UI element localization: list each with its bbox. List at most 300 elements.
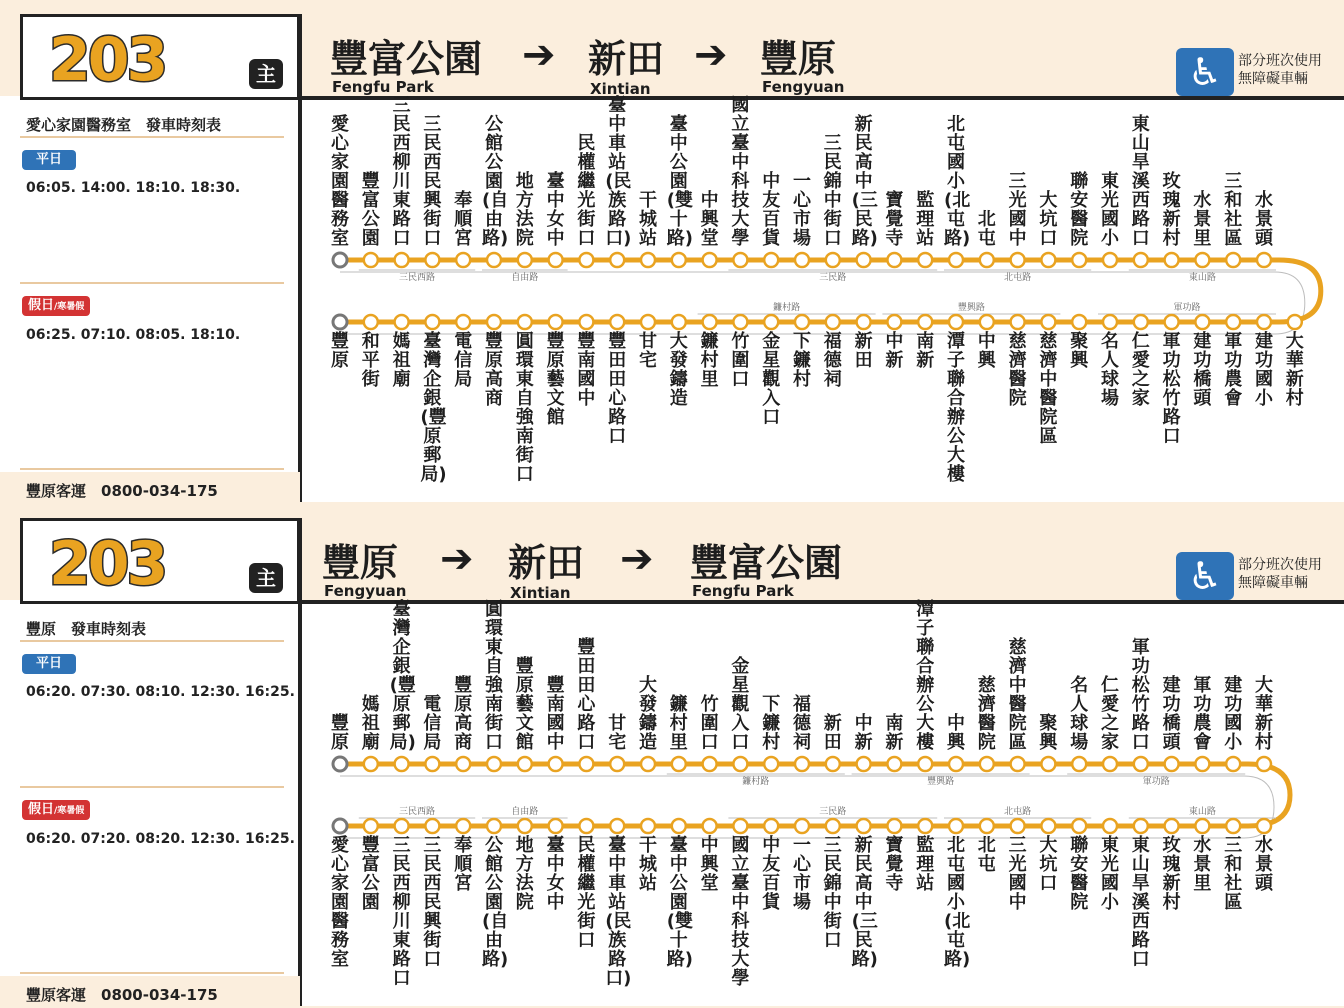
stop-marker — [1257, 315, 1271, 329]
stop-name: 監理站 — [916, 835, 935, 894]
stop-marker — [487, 819, 501, 833]
route-type-badge: 主 — [249, 563, 283, 593]
stop-marker — [518, 253, 532, 267]
stop-marker — [641, 757, 655, 771]
stop-name: 新民高中(三民路) — [851, 114, 878, 249]
stop-name: 臺中車站(民族路口) — [605, 95, 632, 249]
destination-1-zh: 新田 — [508, 541, 585, 585]
road-label: 三民路 — [819, 273, 847, 283]
road-label: 東山路 — [1188, 273, 1216, 283]
stop-name: 北屯國小(北屯路) — [944, 835, 971, 970]
route-arrow-icon: ➔ — [522, 32, 556, 78]
stop-marker — [764, 757, 778, 771]
stop-name: 監理站 — [916, 190, 935, 249]
route-number: 203 — [49, 25, 166, 95]
stop-marker — [980, 757, 994, 771]
stop-name: 金星觀入口 — [731, 656, 750, 753]
stop-marker — [610, 819, 624, 833]
stop-marker — [1103, 819, 1117, 833]
stop-name: 水景頭 — [1255, 835, 1273, 894]
road-label: 三民路 — [819, 807, 847, 817]
stop-marker — [980, 253, 994, 267]
stop-name: 豐原藝文館 — [546, 331, 565, 428]
stop-marker — [1165, 315, 1179, 329]
stop-name: 大坑口 — [1039, 190, 1058, 249]
stop-marker — [795, 819, 809, 833]
stop-name: 軍功松竹路口 — [1162, 331, 1181, 447]
stop-marker — [1195, 315, 1209, 329]
stop-marker — [857, 315, 871, 329]
stop-name: 豐南國中 — [546, 675, 565, 753]
stop-marker — [1165, 819, 1179, 833]
destination-0-zh: 豐原 — [322, 541, 399, 585]
stop-marker — [1103, 757, 1117, 771]
stop-name: 干城站 — [639, 190, 657, 249]
stop-marker — [425, 253, 439, 267]
stop-marker — [1226, 757, 1240, 771]
destination-2-en: Fengyuan — [762, 78, 845, 96]
wheelchair-icon: ♿ — [1176, 552, 1234, 600]
road-label: 鐮村路 — [773, 303, 801, 313]
stop-name: 東山旱溪西路口 — [1131, 114, 1150, 249]
stop-marker — [703, 315, 717, 329]
stop-name: 中友百貨 — [762, 835, 781, 913]
holiday-sublabel: /寒暑假 — [54, 806, 85, 816]
stop-name: 豐田田心路口 — [577, 637, 596, 753]
stop-marker — [641, 253, 655, 267]
destination-2-zh: 豐富公園 — [690, 541, 843, 585]
stop-marker — [641, 315, 655, 329]
stop-marker — [364, 819, 378, 833]
stop-name: 豐原藝文館 — [515, 656, 534, 753]
stop-marker — [610, 253, 624, 267]
stop-name: 名人球場 — [1101, 331, 1119, 409]
sidebar-separator — [20, 136, 284, 138]
stop-marker — [333, 757, 347, 771]
stop-name: 軍功松竹路口 — [1131, 637, 1150, 753]
stop-name: 愛心家園醫務室 — [331, 114, 349, 249]
stop-marker — [949, 757, 963, 771]
stop-marker — [826, 757, 840, 771]
stop-name: 北屯 — [977, 835, 996, 875]
stop-name: 民權繼光街口 — [577, 133, 596, 249]
route-line — [340, 764, 1290, 826]
stop-marker — [549, 315, 563, 329]
wheelchair-icon: ♿ — [1176, 48, 1234, 96]
stop-name: 一心市場 — [793, 171, 811, 249]
stop-name: 豐原高商 — [485, 331, 503, 409]
road-label: 自由路 — [511, 273, 539, 283]
stop-name: 奉順宮 — [454, 190, 473, 249]
stop-name: 公館公園(自由路) — [482, 114, 509, 249]
stop-name: 中友百貨 — [762, 171, 781, 249]
stop-marker — [1257, 819, 1271, 833]
stop-name: 聚興 — [1070, 331, 1089, 371]
stop-name: 媽祖廟 — [361, 694, 380, 753]
stop-name: 鐮村里 — [700, 331, 719, 390]
stop-marker — [549, 253, 563, 267]
stop-name: 愛心家園醫務室 — [331, 835, 349, 970]
destination-2-zh: 豐原 — [760, 37, 837, 81]
stop-name: 玫瑰新村 — [1162, 171, 1181, 249]
stop-name: 福德祠 — [823, 331, 842, 390]
holiday-label: 假日 — [28, 298, 55, 313]
stop-name: 干城站 — [639, 835, 657, 894]
accessibility-line2: 無障礙車輛 — [1238, 71, 1308, 87]
stop-name: 電信局 — [423, 694, 442, 753]
stop-name: 聯安醫院 — [1070, 171, 1089, 249]
stop-name: 聯安醫院 — [1070, 835, 1089, 913]
stop-name: 三和社區 — [1224, 835, 1243, 913]
timetable-panel-outbound — [0, 10, 1344, 502]
stop-marker — [1257, 757, 1271, 771]
road-label: 北屯路 — [1004, 807, 1032, 817]
stop-name: 玫瑰新村 — [1162, 835, 1181, 913]
route-arrow-icon: ➔ — [440, 536, 474, 582]
stop-name: 仁愛之家 — [1131, 331, 1150, 409]
stop-name: 仁愛之家 — [1101, 675, 1119, 753]
stop-name: 三民西民興街口 — [423, 114, 442, 249]
stop-name: 福德祠 — [793, 694, 811, 753]
stop-name: 慈濟醫院 — [977, 675, 996, 753]
stop-name: 中興 — [947, 713, 965, 753]
stop-name: 慈濟醫院 — [1008, 331, 1027, 409]
stop-marker — [949, 253, 963, 267]
accessibility-line1: 部分班次使用 — [1238, 557, 1322, 573]
road-label: 北屯路 — [1004, 273, 1032, 283]
stop-marker — [1288, 315, 1302, 329]
stop-name: 下鐮村 — [793, 331, 811, 390]
stop-marker — [641, 819, 655, 833]
holiday-times: 06:20. 07:20. 08:20. 12:30. 16:25. — [26, 831, 295, 847]
stop-name: 奉順宮 — [454, 835, 473, 894]
holiday-badge — [22, 800, 90, 820]
schedule-title: 豐原 發車時刻表 — [26, 620, 147, 638]
stop-marker — [1011, 315, 1025, 329]
stop-marker — [395, 253, 409, 267]
accessibility-note — [1238, 556, 1322, 592]
stop-marker — [487, 253, 501, 267]
destination-1-en: Xintian — [510, 584, 571, 602]
stop-marker — [1011, 819, 1025, 833]
road-label: 東山路 — [1188, 807, 1216, 817]
weekday-badge: 平日 — [22, 654, 76, 674]
destination-1-zh: 新田 — [588, 37, 665, 81]
accessibility-line2: 無障礙車輛 — [1238, 575, 1308, 591]
stop-name: 水景里 — [1193, 835, 1212, 894]
stop-marker — [857, 757, 871, 771]
stop-name: 軍功農會 — [1193, 675, 1212, 753]
stop-name: 大發鑄造 — [669, 331, 688, 409]
stop-marker — [579, 757, 593, 771]
stop-marker — [1041, 757, 1055, 771]
stop-marker — [1072, 819, 1086, 833]
stop-marker — [1226, 819, 1240, 833]
stop-marker — [1195, 757, 1209, 771]
operator-contact: 豐原客運 0800-034-175 — [26, 986, 218, 1004]
stop-name: 一心市場 — [793, 835, 811, 913]
destination-0-en: Fengyuan — [324, 582, 407, 600]
stop-marker — [395, 757, 409, 771]
stop-marker — [456, 315, 470, 329]
stop-marker — [733, 315, 747, 329]
stop-name: 東山旱溪西路口 — [1131, 835, 1150, 970]
stop-marker — [1103, 253, 1117, 267]
stop-name: 北屯國小(北屯路) — [944, 114, 971, 249]
stop-name: 三光國中 — [1008, 835, 1027, 913]
route-type-badge: 主 — [249, 59, 283, 89]
stop-marker — [918, 819, 932, 833]
stop-name: 竹圍口 — [731, 331, 750, 390]
stop-name: 臺中公園(雙十路) — [666, 835, 694, 970]
stop-marker — [795, 757, 809, 771]
road-label: 三民西路 — [398, 807, 436, 817]
stop-name: 三光國中 — [1008, 171, 1027, 249]
stop-name: 豐原 — [331, 713, 349, 753]
stop-name: 豐原 — [331, 331, 349, 371]
stop-marker — [918, 757, 932, 771]
stop-marker — [672, 757, 686, 771]
stop-marker — [1011, 757, 1025, 771]
stop-marker — [918, 253, 932, 267]
stop-marker — [1165, 757, 1179, 771]
stop-name: 聚興 — [1039, 713, 1058, 753]
weekday-times: 06:05. 14:00. 18:10. 18:30. — [26, 180, 241, 196]
stop-marker — [518, 757, 532, 771]
stop-marker — [333, 315, 347, 329]
stop-name: 大華新村 — [1285, 331, 1304, 409]
holiday-times: 06:25. 07:10. 08:05. 18:10. — [26, 327, 241, 343]
stop-marker — [1041, 315, 1055, 329]
stop-name: 國立臺中科技大學 — [731, 95, 750, 249]
stop-marker — [579, 315, 593, 329]
stop-name: 臺灣企銀(豐原郵局) — [420, 331, 447, 485]
stop-marker — [456, 253, 470, 267]
stop-name: 北屯 — [977, 209, 996, 249]
stop-marker — [795, 253, 809, 267]
stop-marker — [1134, 819, 1148, 833]
route-arrow-icon: ➔ — [620, 536, 654, 582]
stop-marker — [764, 819, 778, 833]
stop-name: 慈濟中醫院區 — [1039, 331, 1058, 447]
stop-name: 建功橋頭 — [1193, 331, 1212, 409]
stop-marker — [333, 253, 347, 267]
stop-marker — [1072, 315, 1086, 329]
stop-name: 三民錦中街口 — [823, 133, 842, 249]
destination-0-en: Fengfu Park — [332, 78, 434, 96]
stop-marker — [395, 315, 409, 329]
stop-marker — [1072, 757, 1086, 771]
stop-name: 潭子聯合辦公大樓 — [916, 599, 935, 753]
stop-marker — [733, 757, 747, 771]
stop-name: 新民高中(三民路) — [851, 835, 878, 970]
stop-name: 竹圍口 — [700, 694, 719, 753]
stop-name: 臺中女中 — [546, 835, 565, 913]
stop-marker — [1134, 757, 1148, 771]
stop-name: 三民西民興街口 — [423, 835, 442, 970]
sidebar-separator — [20, 972, 284, 974]
stop-marker — [549, 819, 563, 833]
road-label: 自由路 — [511, 807, 539, 817]
stop-name: 圓環東自強南街口 — [515, 331, 534, 485]
stop-name: 臺灣企銀(豐原郵局) — [389, 599, 416, 753]
stop-name: 水景頭 — [1255, 190, 1273, 249]
stop-name: 金星觀入口 — [762, 331, 781, 428]
stop-marker — [1226, 253, 1240, 267]
stop-marker — [456, 819, 470, 833]
stop-name: 下鐮村 — [762, 694, 781, 753]
stop-name: 甘宅 — [639, 331, 657, 371]
stop-name: 建功橋頭 — [1162, 675, 1181, 753]
stop-marker — [826, 819, 840, 833]
stop-marker — [1195, 253, 1209, 267]
stop-marker — [887, 757, 901, 771]
stop-name: 南新 — [916, 331, 935, 371]
stop-marker — [1134, 315, 1148, 329]
stop-marker — [1226, 315, 1240, 329]
stop-marker — [1041, 819, 1055, 833]
stop-marker — [703, 253, 717, 267]
stop-name: 三民西柳川東路口 — [392, 95, 411, 249]
stop-marker — [1195, 819, 1209, 833]
stop-marker — [333, 819, 347, 833]
stop-name: 中新 — [885, 331, 904, 371]
road-label: 三民西路 — [398, 273, 436, 283]
route-arrow-icon: ➔ — [694, 32, 728, 78]
stop-name: 國立臺中科技大學 — [731, 835, 750, 989]
route-number: 203 — [49, 529, 166, 599]
stop-name: 大華新村 — [1255, 675, 1273, 753]
holiday-badge — [22, 296, 90, 316]
stop-marker — [364, 253, 378, 267]
stop-marker — [518, 315, 532, 329]
stop-marker — [949, 315, 963, 329]
stop-name: 電信局 — [454, 331, 473, 390]
stop-name: 大發鑄造 — [639, 675, 657, 753]
stop-name: 建功國小 — [1224, 675, 1243, 753]
stop-marker — [887, 819, 901, 833]
stop-marker — [733, 253, 747, 267]
stop-marker — [826, 315, 840, 329]
stop-marker — [887, 253, 901, 267]
stop-name: 媽祖廟 — [392, 331, 411, 390]
destination-1-en: Xintian — [590, 80, 651, 98]
stop-marker — [703, 757, 717, 771]
stop-name: 豐原高商 — [454, 675, 473, 753]
stop-name: 建功國小 — [1255, 331, 1273, 409]
stop-marker — [857, 253, 871, 267]
stop-marker — [857, 819, 871, 833]
stop-marker — [1103, 315, 1117, 329]
stop-marker — [703, 819, 717, 833]
stop-marker — [610, 315, 624, 329]
operator-contact: 豐原客運 0800-034-175 — [26, 482, 218, 500]
holiday-label: 假日 — [28, 802, 55, 817]
stop-marker — [672, 315, 686, 329]
stop-name: 中新 — [854, 713, 873, 753]
destination-2-en: Fengfu Park — [692, 582, 794, 600]
stop-name: 東光國小 — [1101, 835, 1119, 913]
stop-name: 寶覺寺 — [885, 190, 904, 249]
stop-name: 潭子聯合辦公大樓 — [947, 331, 965, 485]
stop-name: 新田 — [854, 331, 873, 371]
stop-marker — [1257, 253, 1271, 267]
road-label: 鐮村路 — [742, 777, 770, 787]
stop-marker — [1011, 253, 1025, 267]
stop-marker — [395, 819, 409, 833]
accessibility-line1: 部分班次使用 — [1238, 53, 1322, 69]
stop-marker — [610, 757, 624, 771]
stop-marker — [364, 315, 378, 329]
stop-marker — [795, 315, 809, 329]
stop-name: 民權繼光街口 — [577, 835, 596, 951]
stop-name: 圓環東自強南街口 — [485, 599, 503, 753]
stop-marker — [949, 819, 963, 833]
stop-name: 大坑口 — [1039, 835, 1058, 894]
timetable-panel-inbound — [0, 514, 1344, 1006]
stop-marker — [487, 315, 501, 329]
weekday-badge: 平日 — [22, 150, 76, 170]
stop-marker — [887, 315, 901, 329]
stop-name: 臺中車站(民族路口) — [605, 835, 632, 989]
operator-footer — [0, 472, 300, 502]
stop-marker — [764, 315, 778, 329]
road-label: 軍功路 — [1173, 303, 1201, 313]
stop-marker — [579, 253, 593, 267]
stop-name: 地方法院 — [515, 171, 534, 249]
stop-name: 中興堂 — [700, 190, 719, 249]
stop-marker — [456, 757, 470, 771]
stop-marker — [549, 757, 563, 771]
stop-name: 豐富公園 — [361, 171, 380, 249]
stop-name: 軍功農會 — [1224, 331, 1243, 409]
stop-name: 臺中女中 — [546, 171, 565, 249]
stop-marker — [733, 819, 747, 833]
stop-name: 中興堂 — [700, 835, 719, 894]
stop-name: 和平街 — [361, 331, 380, 390]
stop-marker — [579, 819, 593, 833]
stop-name: 南新 — [885, 713, 904, 753]
stop-marker — [980, 819, 994, 833]
sidebar-separator — [20, 786, 284, 788]
stop-marker — [518, 819, 532, 833]
weekday-times: 06:20. 07:30. 08:10. 12:30. 16:25. — [26, 684, 295, 700]
stop-marker — [364, 757, 378, 771]
stop-name: 三民錦中街口 — [823, 835, 842, 951]
stop-name: 慈濟中醫院區 — [1008, 637, 1027, 753]
road-label: 豐興路 — [957, 303, 985, 313]
stop-marker — [764, 253, 778, 267]
schedule-title: 愛心家園醫務室 發車時刻表 — [26, 116, 222, 134]
road-label: 軍功路 — [1142, 777, 1170, 787]
stop-name: 鐮村里 — [669, 694, 688, 753]
stop-marker — [1072, 253, 1086, 267]
destination-0-zh: 豐富公園 — [330, 37, 483, 81]
stop-name: 豐富公園 — [361, 835, 380, 913]
stop-name: 豐田田心路口 — [608, 331, 627, 447]
stop-marker — [1165, 253, 1179, 267]
stop-name: 甘宅 — [608, 713, 627, 753]
stop-name: 東光國小 — [1101, 171, 1119, 249]
stop-marker — [918, 315, 932, 329]
route-number-box — [20, 518, 300, 604]
sidebar-separator — [20, 468, 284, 470]
stop-marker — [425, 757, 439, 771]
road-label: 豐興路 — [927, 777, 955, 787]
stop-name: 寶覺寺 — [885, 835, 904, 894]
stop-marker — [672, 819, 686, 833]
accessibility-note — [1238, 52, 1322, 88]
